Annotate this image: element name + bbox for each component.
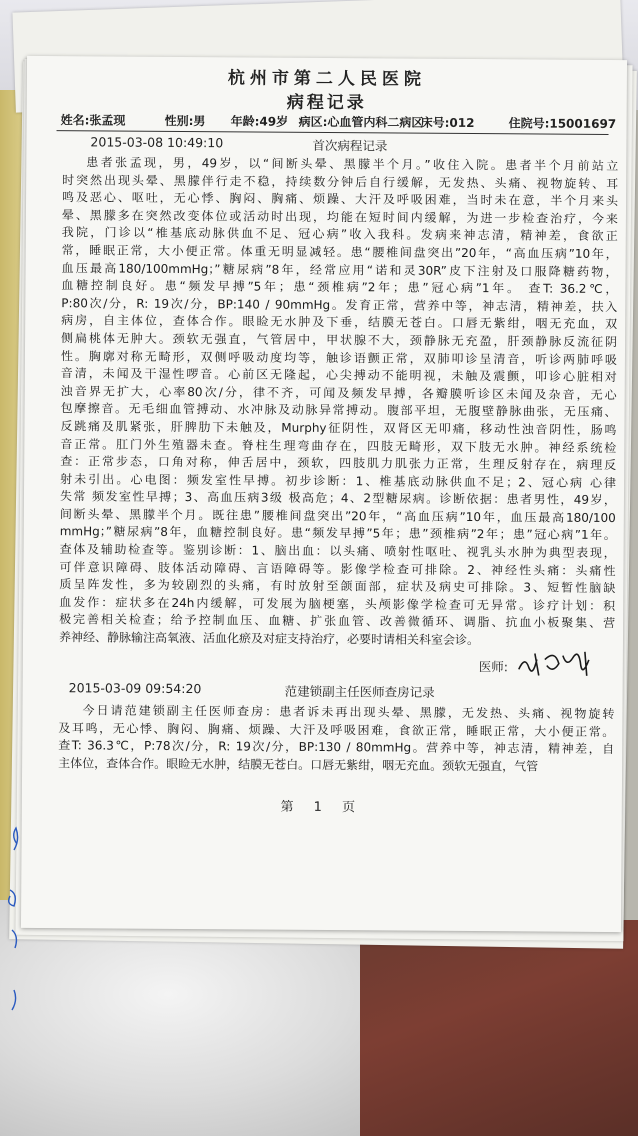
first-record-line: 查体及辅助检查等。鉴别诊断：1、脑出血：以头痛、喷射性呕吐、视乳头水肿为典型表现， [59,542,616,561]
ward-round-heading: 范建锁副主任医师查房记录 [284,683,435,700]
background-red-cloth [360,920,638,1136]
first-record-line: 血发作：症状多在24h内缓解，可发展为脑梗塞，头颅影像学检查可无异常。诊疗计划：积 [59,594,616,613]
first-record-line: 晕、黑朦多在突然改变体位或活动时出现，均能在短时间内缓解，为进一步检查治疗，今来 [61,207,618,226]
physician-signature [515,645,605,682]
first-record-line: 质呈阵发性，多为较剧烈的头痛，有时放射至颌面部，症状及病史可排除。3、短暂性脑缺 [59,577,616,596]
first-record-line: 鸣及恶心、呕吐，无心悸、胸闷、胸痛、烦躁、大汗及呼吸困难，当时未在意，半个月来头 [62,190,619,209]
patient-bed: 床号:012 [420,115,475,131]
first-record-line: 养神经、静脉输注高氧液、活血化瘀及对症支持治疗，必要时请相关科室会诊。 [58,630,480,648]
first-record-line: 性。胸廓对称无畸形，双侧呼吸动度均等，触诊语颤正常，双肺叩诊呈清音，听诊两肺呼吸 [60,348,617,367]
first-record-line: 间断头晕、黑朦半个月。既往患”腰椎间盘突出”20年，“高血压病”10年，血压最高180/100 [59,507,616,525]
patient-gender: 性别:男 [164,113,206,129]
first-record-line: 血压最高180/100mmHg；”糖尿病”8年，经常应用“诺和灵30R”皮下注射及口服降糖药物， [61,260,618,279]
first-record-line: 极完善相关检查；给予控制血压、血糖、扩张血管、改善微循环、调脂、抗血小板聚集、营 [59,612,616,631]
ward-round-line: 主体位，查体合作。眼睑无水肿，结膜无苍白。口唇无紫绀，咽无充血。颈软无强直，气管 [58,755,539,774]
document-title: 病程记录 [286,92,367,114]
first-record-body [59,154,618,650]
medical-record-page [21,56,627,932]
first-record-heading: 首次病程记录 [312,137,388,154]
first-record-line: 我院，门诊以“椎基底动脉供血不足、冠心病”收入我科。发病来神志清，精神差，食欲正 [61,225,618,244]
ward-round-line: 查T: 36.3℃，P:78次/分，R: 19次/分，BP:130 / 80mmHg。营养中等，神志清，精神差，自 [58,738,615,757]
first-record-line: 射未引出。心电图：频发室性早搏。初步诊断：1、椎基底动脉供血不足；2、冠心病 心律 [60,471,617,490]
first-record-line: mmHg；”糖尿病”8年，血糖控制良好。患“频发早搏”5年；患”颈椎病”2年；患”冠心病”1年。 [59,524,616,543]
first-record-line: 可伴意识障碍、肢体活动障碍、言语障碍等。影像学检查可排除。2、神经性头痛：头痛性 [59,559,616,578]
hospital-name: 杭州市第二人民医院 [227,68,426,90]
ward-round-body [58,702,614,776]
first-record-line: 查：正常步态，口角对称，伸舌居中，颈软，四肢肌力肌张力正常，生理反射存在，病理反 [60,454,617,473]
first-record-line: P:80次/分，R: 19次/分，BP:140 / 90mmHg。发育正常，营养中等，神志清，精神差，扶入 [61,295,618,314]
first-record-line: 血糖控制良好。患“频发早搏”5年；患“颈椎病”2年；患”冠心病”1年。 查T: 36.2℃， [61,278,618,297]
ward-round-line: 今日请范建锁副主任医师查房：患者诉未再出现头晕、黑朦，无发热、头痛、视物旋转 [82,703,615,722]
first-record-line: 失常 频发室性早搏；3、高血压病3级 极高危；4、2型糖尿病。诊断依据：患者男性，49岁， [59,489,617,508]
patient-ward: 病区:心血管内科二病区 [298,114,424,130]
ward-round-timestamp: 2015-03-09 09:54:20 [68,680,202,697]
ward-round-line: 及耳鸣，无心悸、胸闷、胸痛、烦躁、大汗及呼吸困难，食欲正常，睡眠正常，大小便正常。 [58,720,615,739]
first-record-line: 音清，未闻及干湿性啰音。心前区无隆起，心尖搏动不能明视，未触及震颤，叩诊心脏相对 [60,366,617,385]
patient-admission-number: 住院号:15001697 [508,116,617,132]
first-record-timestamp: 2015-03-08 10:49:10 [90,134,224,151]
first-record-line: 浊音界无扩大，心率80次/分，律不齐，可闻及频发早搏，各瓣膜听诊区未闻及杂音，无心 [60,383,617,402]
first-record-line: 音正常。肛门外生殖器未查。脊柱生理弯曲存在，四肢无畸形，双下肢无水肿。神经系统检 [60,436,617,455]
first-record-line: 反跳痛及肌紧张，肝脾肋下未触及，Murphy征阴性，双肾区无叩痛，移动性浊音阴性，肠鸣 [60,419,617,437]
first-record-line: 患者张孟现，男，49岁，以“间断头晕、黑朦半个月。”收住入院。患者半个月前站立 [86,155,619,174]
first-record-line: 包摩擦音。无毛细血管搏动、水冲脉及动脉异常搏动。腹部平坦，无腹壁静脉曲张，无压痛、 [60,401,617,420]
page-number: 第 1 页 [280,799,364,816]
first-record-line: 病房，自主体位，查体合作。眼睑无水肿及下垂，结膜无苍白。口唇无紫绀，咽无充血，双 [61,313,618,332]
patient-age: 年龄:49岁 [230,114,289,129]
first-record-line: 常，睡眠正常，大小便正常。体重无明显减轻。患“腰椎间盘突出”20年，“高血压病”10年， [61,243,618,262]
first-record-line: 时突然出现头晕、黑朦伴行走不稳，持续数分钟后自行缓解，无发热、头痛、视物旋转、耳 [62,172,619,191]
patient-name: 姓名:张孟现 [60,113,126,128]
first-record-line: 侧扁桃体无肿大。颈软无强直，气管居中，甲状腺不大，颈静脉无充盈，肝颈静脉反流征阴 [61,331,618,349]
physician-signature-label: 医师: [478,659,509,675]
